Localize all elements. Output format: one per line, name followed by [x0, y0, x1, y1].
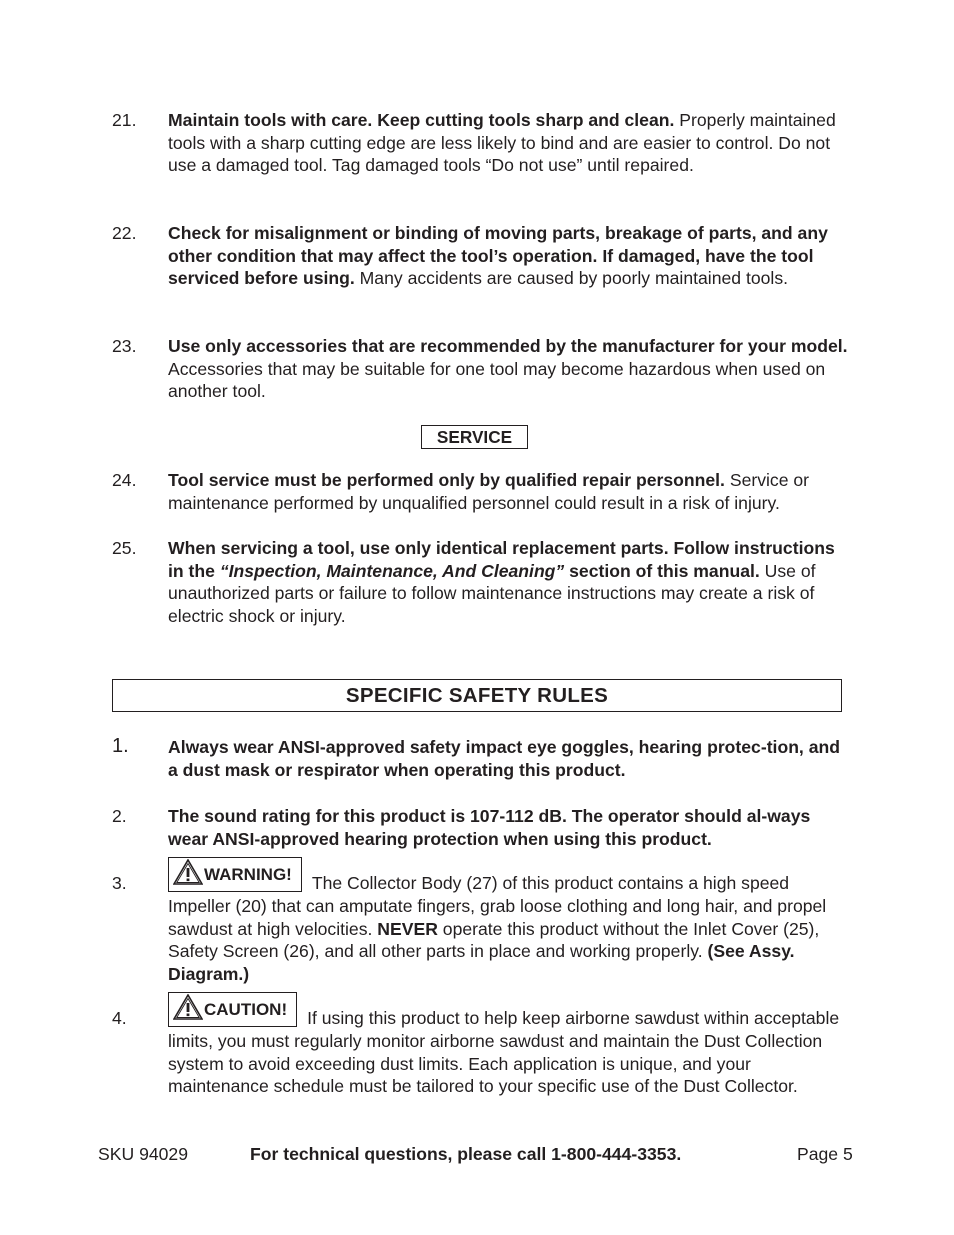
service-section-label: SERVICE — [421, 425, 528, 449]
warning-badge — [168, 857, 302, 892]
item-bold-text: Use only accessories that are recommended by the manufacturer for your model. — [168, 336, 848, 356]
item-number: 23. — [112, 336, 137, 356]
rule-item-1 — [112, 736, 852, 781]
item-number: 25. — [112, 538, 137, 558]
rule-text-2: operate this product without the Inlet Cover (25), Safety Screen (26), and all other parts in place and working properly. — [168, 918, 820, 962]
item-body — [168, 222, 852, 290]
item-number: 24. — [112, 470, 137, 490]
rule-item-2 — [112, 805, 852, 850]
list-item-23 — [112, 335, 852, 403]
item-number: 21. — [112, 110, 137, 130]
rule-number: 1. — [112, 735, 129, 757]
rule-body — [168, 736, 852, 781]
rule-text: The Collector Body (27) of this product contains a high speed Impeller (20) that can amputate fingers, grab loose clothing and long hair, and propel sawdust at high velocities. — [168, 873, 827, 939]
list-item-25 — [112, 537, 852, 628]
rule-bold-see-diagram: (See Assy. Diagram.) — [168, 941, 795, 985]
item-bold-text: Maintain tools with care. Keep cutting tools sharp and clean. — [168, 110, 675, 130]
item-bold-italic-text: “Inspection, Maintenance, And Cleaning” — [219, 560, 565, 581]
item-body — [168, 469, 852, 514]
rule-body — [168, 1000, 852, 1098]
footer-page-number: Page 5 — [797, 1144, 853, 1164]
warning-badge-label: WARNING! — [204, 865, 292, 884]
item-bold-text-2: section of this manual. — [564, 560, 760, 581]
rule-bold-never: NEVER — [377, 918, 438, 939]
item-bold-text: Check for misalignment or binding of moving parts, breakage of parts, and any other condition that may affect the tool’s operation. If damaged, have the tool serviced before using. — [168, 223, 828, 289]
caution-badge-label: CAUTION! — [204, 1000, 288, 1019]
item-text: Use of unauthorized parts or failure to follow maintenance instructions may create a risk of electric shock or injury. — [168, 560, 816, 627]
rule-item-3 — [112, 865, 852, 986]
rule-item-4 — [112, 1000, 852, 1098]
item-bold-text: Tool service must be performed only by qualified repair personnel. — [168, 470, 725, 490]
item-body — [168, 109, 852, 177]
specific-safety-rules-header: SPECIFIC SAFETY RULES — [112, 679, 842, 712]
item-text: Service or maintenance performed by unqualified personnel could result in a risk of injury. — [168, 470, 810, 513]
rule-body — [168, 805, 852, 850]
rule-number: 4. — [112, 1008, 127, 1028]
item-body — [168, 537, 852, 628]
rule-number: 3. — [112, 873, 127, 893]
item-text: Properly maintained tools with a sharp cutting edge are less likely to bind and are easier to control. Do not use a damaged tool. Tag damaged tools “Do not use” until repaired. — [168, 110, 836, 176]
rule-bold-text: The sound rating for this product is 107-112 dB. The operator should al-ways wear ANSI-approved hearing protection when using this product. — [168, 806, 811, 849]
warning-triangle-icon — [173, 859, 203, 885]
item-text: Accessories that may be suitable for one tool may become hazardous when used on another tool. — [168, 358, 826, 402]
rule-bold-text: Always wear ANSI-approved safety impact eye goggles, hearing protec-tion, and a dust mask or respirator when operating this product. — [168, 737, 840, 780]
rule-body — [168, 865, 852, 986]
footer-sku: SKU 94029 — [98, 1144, 188, 1164]
item-text: Many accidents are caused by poorly maintained tools. — [354, 268, 789, 289]
item-bold-text: When servicing a tool, use only identical replacement parts. Follow instructions in the — [168, 538, 835, 581]
item-number: 22. — [112, 223, 137, 243]
caution-triangle-icon — [173, 994, 203, 1020]
rule-text: If using this product to help keep airborne sawdust within acceptable limits, you must regularly monitor airborne sawdust and maintain the Dust Collection system to avoid exceeding dust limits. Each application is unique, and your maintenance schedule must be tailored to your specific use of the Dust Collector. — [168, 1008, 840, 1097]
item-body — [168, 335, 852, 403]
list-item-21 — [112, 109, 852, 177]
caution-badge — [168, 992, 297, 1027]
list-item-22 — [112, 222, 852, 290]
rule-number: 2. — [112, 806, 127, 826]
footer-tech-support: For technical questions, please call 1-800-444-3353. — [250, 1144, 682, 1164]
list-item-24 — [112, 469, 852, 514]
